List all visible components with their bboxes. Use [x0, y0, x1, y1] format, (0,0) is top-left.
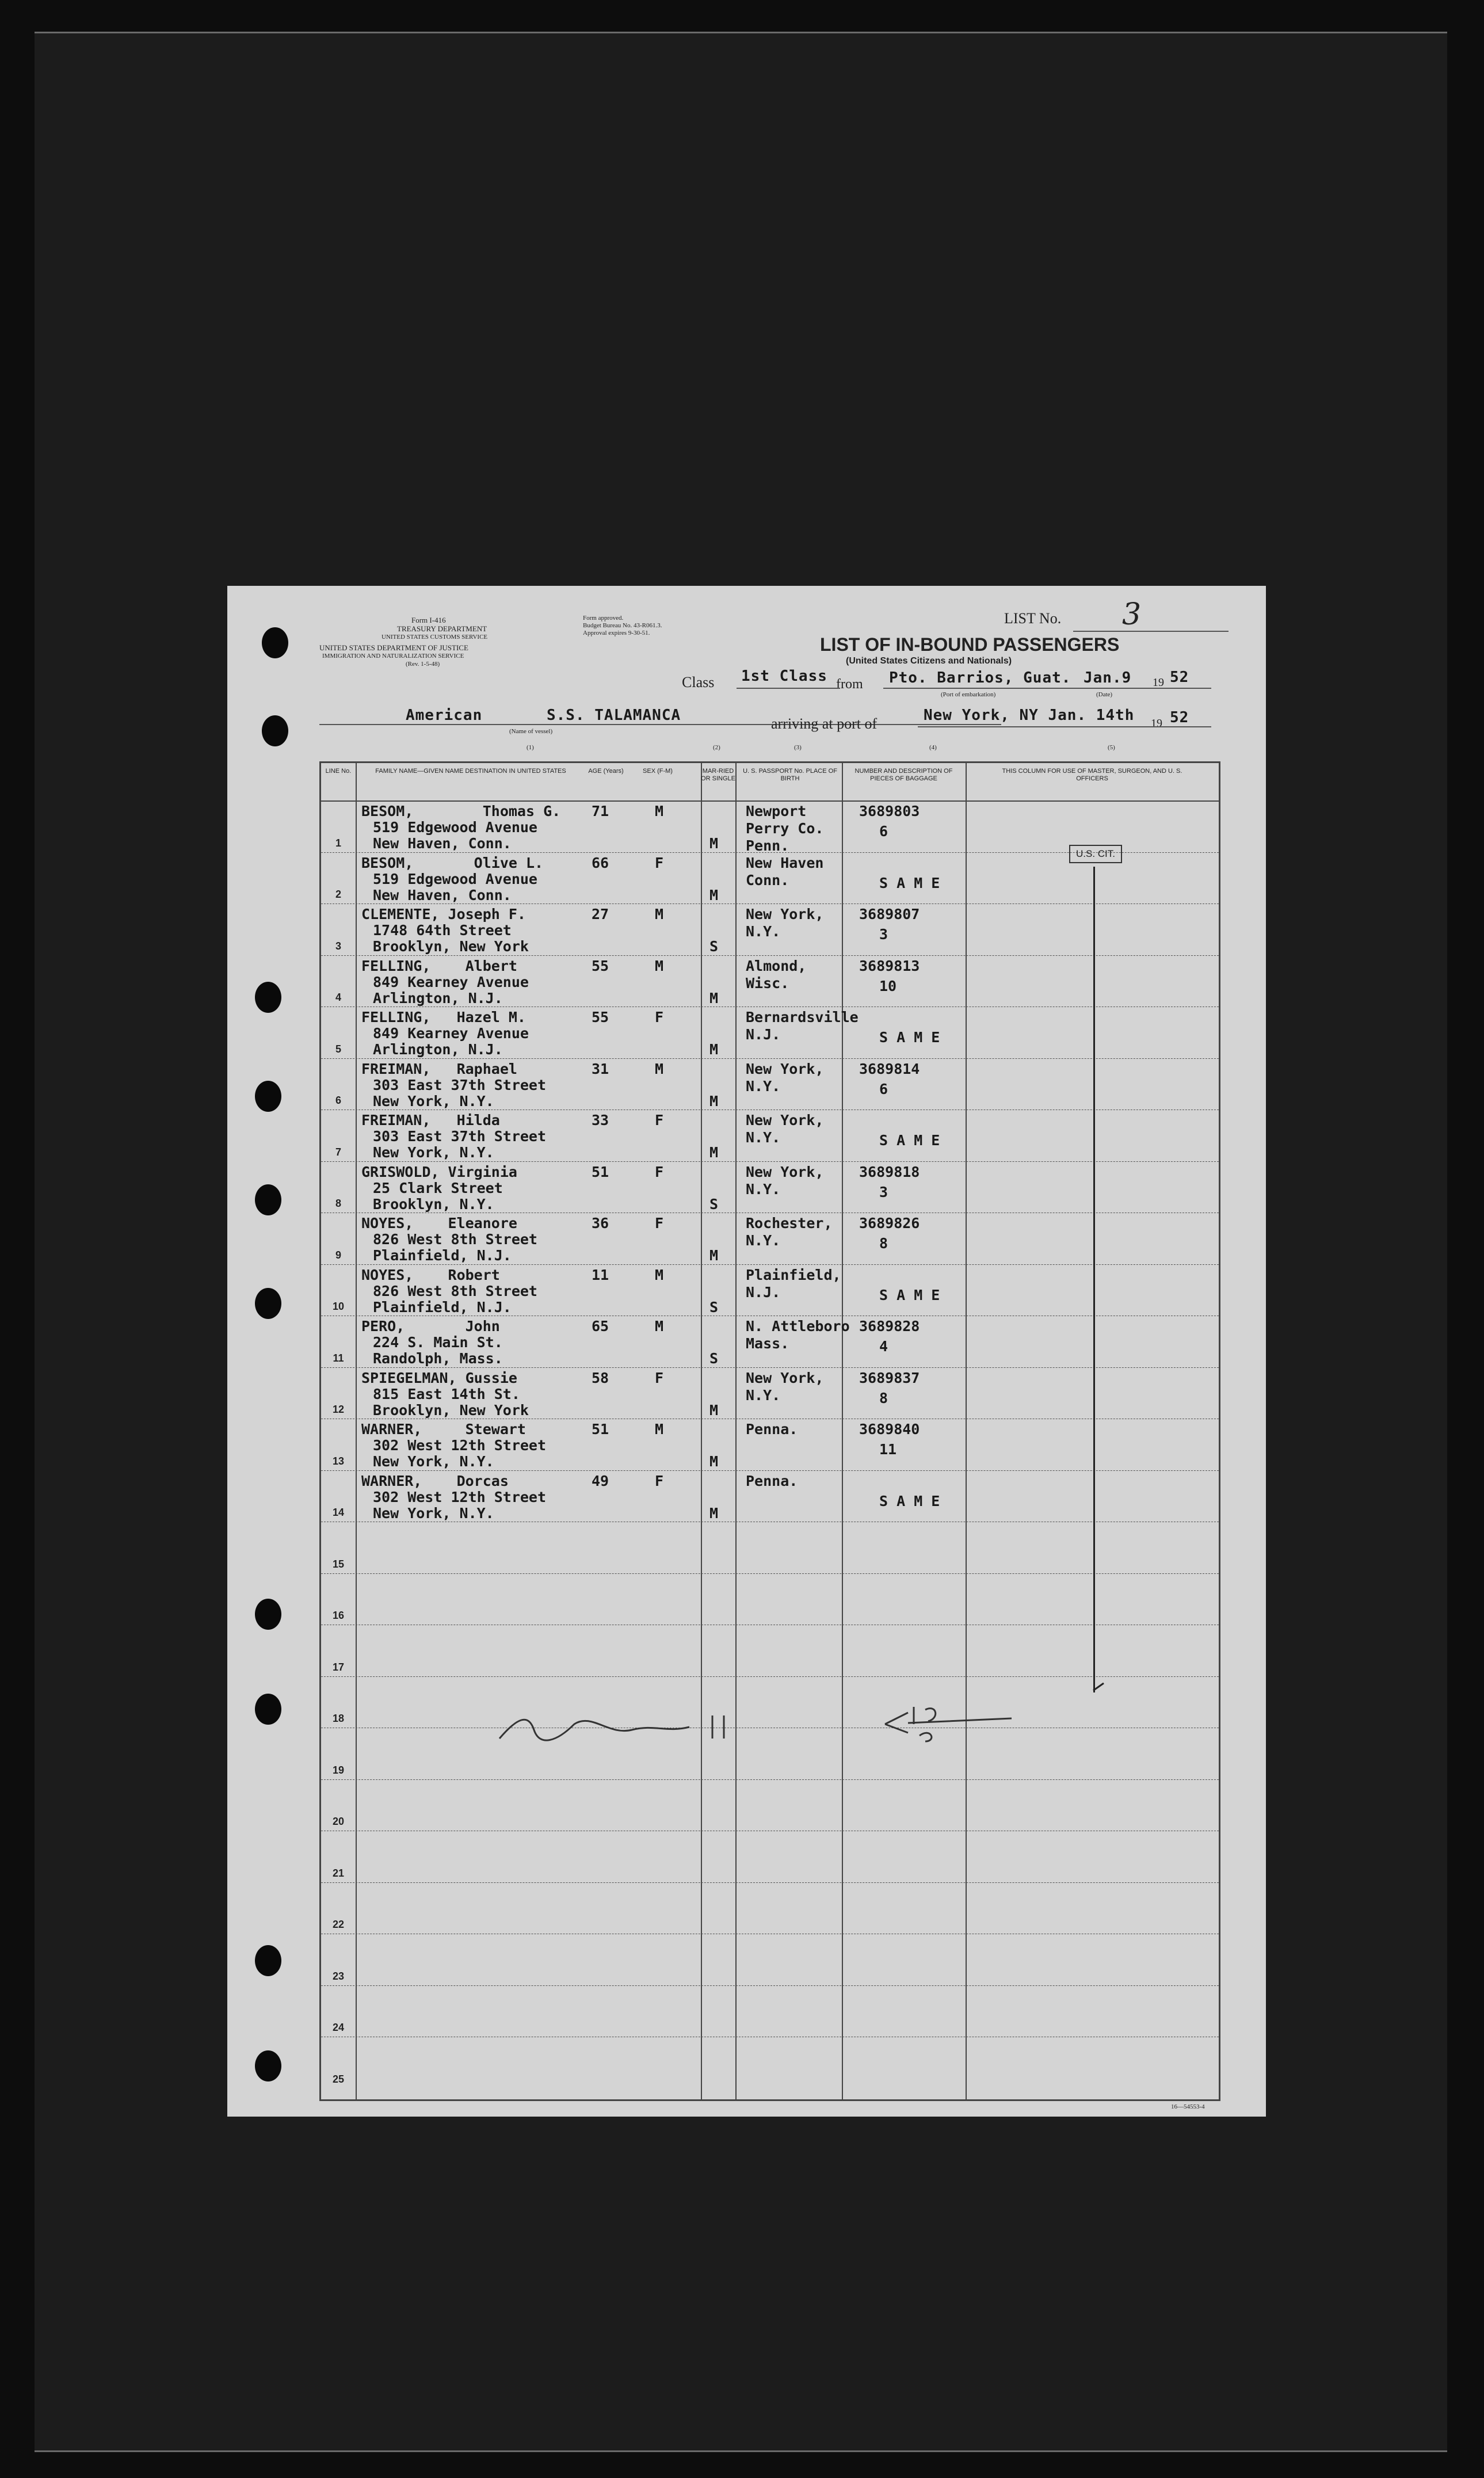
citizen-stamp: U.S. CIT. — [1069, 845, 1122, 863]
row-divider — [321, 1985, 1219, 1987]
passenger-age: 11 — [592, 1266, 609, 1283]
dept-justice: UNITED STATES DEPARTMENT OF JUSTICE — [319, 643, 468, 652]
passenger-city: Arlington, N.J. — [373, 1041, 503, 1058]
passenger-marital-status: M — [709, 1453, 719, 1470]
passenger-age: 65 — [592, 1318, 609, 1335]
year-prefix: 19 — [1153, 676, 1164, 689]
col-number-3: (3) — [794, 744, 802, 751]
line-number: 7 — [335, 1146, 341, 1158]
passenger-birthplace: N. Attleboro Mass. — [746, 1318, 850, 1352]
year-value: 52 — [1170, 669, 1189, 686]
passenger-birthplace: Rochester, N.Y. — [746, 1215, 833, 1249]
arriving-label: arriving at port of — [771, 715, 878, 732]
punch-hole — [262, 627, 288, 658]
passenger-birthplace: New Haven Conn. — [746, 854, 824, 889]
budget-bureau: Budget Bureau No. 43-R061.3. — [583, 622, 662, 629]
line-number: 1 — [335, 837, 341, 849]
passenger-city: Brooklyn, New York — [373, 938, 529, 955]
passenger-street: 849 Kearney Avenue — [373, 973, 529, 990]
passenger-name: GRISWOLD, Virginia — [361, 1163, 517, 1180]
baggage-pieces: S A M E — [879, 1492, 940, 1509]
line-number: 19 — [332, 1764, 345, 1776]
baggage-pieces: 8 — [879, 1235, 888, 1252]
line-number: 23 — [332, 1970, 345, 1982]
passenger-birthplace: New York, N.Y. — [746, 906, 824, 940]
line-number: 24 — [332, 2022, 345, 2033]
passenger-marital-status: M — [709, 835, 719, 852]
passenger-sex: F — [655, 1369, 664, 1386]
baggage-number: 3689807 — [859, 906, 920, 922]
passenger-table — [319, 761, 1220, 2101]
col-passport: U. S. PASSPORT No. PLACE OF BIRTH — [743, 768, 837, 782]
line-number: 2 — [335, 889, 341, 900]
passenger-sex: M — [655, 1318, 664, 1335]
passenger-street: 826 West 8th Street — [373, 1231, 537, 1248]
form-approved: Form approved. — [583, 615, 624, 622]
passenger-city: Plainfield, N.J. — [373, 1247, 512, 1264]
baggage-pieces: 6 — [879, 1080, 888, 1097]
manifest-title: LIST OF IN-BOUND PASSENGERS — [820, 634, 1120, 655]
col-baggage: NUMBER AND DESCRIPTION OF PIECES OF BAGGAGE — [854, 768, 953, 782]
line-number: 22 — [332, 1919, 345, 1930]
line-number: 4 — [335, 992, 341, 1003]
passenger-marital-status: S — [709, 938, 719, 955]
baggage-pieces: 4 — [879, 1338, 888, 1355]
passenger-city: New Haven, Conn. — [373, 835, 512, 852]
passenger-age: 49 — [592, 1472, 609, 1489]
passenger-city: New York, N.Y. — [373, 1453, 494, 1470]
class-value: 1st Class — [741, 668, 827, 685]
passenger-city: New Haven, Conn. — [373, 886, 512, 903]
punch-hole — [255, 2050, 281, 2081]
passenger-name: NOYES, Eleanore — [361, 1215, 517, 1232]
col-divider — [966, 763, 967, 2099]
passenger-street: 826 West 8th Street — [373, 1282, 537, 1299]
passenger-age: 58 — [592, 1369, 609, 1386]
vessel-nationality: American — [406, 707, 483, 724]
row-divider — [321, 1934, 1219, 1935]
passenger-name: FELLING, Hazel M. — [361, 1009, 526, 1025]
col-age: AGE (Years) — [588, 768, 624, 775]
passenger-age: 51 — [592, 1163, 609, 1180]
footnote: 16—54553-4 — [1171, 2103, 1205, 2110]
passenger-birthplace: Almond, Wisc. — [746, 957, 807, 992]
line-number: 14 — [332, 1507, 345, 1518]
list-number: 3 — [1122, 597, 1142, 632]
passenger-city: Brooklyn, N.Y. — [373, 1195, 494, 1213]
passenger-birthplace: Plainfield, N.J. — [746, 1266, 841, 1301]
header-divider — [321, 800, 1219, 802]
passenger-street: 302 West 12th Street — [373, 1488, 547, 1505]
line-number: 12 — [332, 1404, 345, 1415]
passenger-age: 36 — [592, 1215, 609, 1232]
baggage-pieces: S A M E — [879, 1029, 940, 1046]
passenger-birthplace: Penna. — [746, 1472, 798, 1489]
passenger-name: CLEMENTE, Joseph F. — [361, 906, 526, 922]
line-number: 8 — [335, 1198, 341, 1209]
line-number: 15 — [332, 1558, 345, 1570]
passenger-sex: M — [655, 906, 664, 922]
from-underline — [883, 688, 1211, 689]
baggage-pieces: 3 — [879, 1183, 888, 1200]
passenger-name: FELLING, Albert — [361, 957, 517, 974]
line-number: 11 — [333, 1352, 344, 1364]
baggage-pieces: S A M E — [879, 874, 940, 891]
passenger-marital-status: M — [709, 1504, 719, 1522]
form-revision: (Rev. 1-5-48) — [406, 661, 440, 668]
class-label: Class — [682, 674, 715, 691]
col-divider — [735, 763, 737, 2099]
baggage-pieces: 11 — [879, 1441, 897, 1458]
embarkation-caption: (Port of embarkation) — [941, 691, 996, 698]
class-underline — [737, 688, 840, 689]
passenger-city: New York, N.Y. — [373, 1504, 494, 1522]
handwritten-initials — [873, 1701, 1017, 1747]
passenger-name: BESOM, Olive L. — [361, 854, 544, 871]
col-divider — [356, 763, 357, 2099]
row-divider — [321, 1676, 1219, 1678]
passenger-age: 55 — [592, 957, 609, 974]
punch-hole — [255, 1288, 281, 1319]
port-of-embarkation: Pto. Barrios, Guat. — [889, 669, 1071, 687]
passenger-marital-status: M — [709, 1401, 719, 1419]
baggage-number: 3689840 — [859, 1421, 920, 1438]
passenger-birthplace: Penna. — [746, 1421, 798, 1438]
arrival-year-prefix: 19 — [1151, 717, 1162, 730]
passenger-age: 51 — [592, 1421, 609, 1438]
embarkation-date: Jan.9 — [1084, 669, 1132, 687]
passenger-city: New York, N.Y. — [373, 1144, 494, 1161]
passenger-name: WARNER, Stewart — [361, 1421, 526, 1438]
dept-immigration: IMMIGRATION AND NATURALIZATION SERVICE — [322, 653, 464, 659]
passenger-street: 519 Edgewood Avenue — [373, 870, 537, 887]
passenger-street: 303 East 37th Street — [373, 1076, 547, 1093]
officer-bracket-line — [1093, 867, 1095, 1692]
passenger-sex: F — [655, 1009, 664, 1025]
line-number: 16 — [332, 1610, 345, 1621]
form-number: Form I-416 — [411, 616, 446, 624]
passenger-age: 31 — [592, 1060, 609, 1077]
passenger-city: New York, N.Y. — [373, 1092, 494, 1110]
passenger-street: 1748 64th Street — [373, 922, 512, 939]
line-number: 21 — [332, 1867, 345, 1879]
row-divider — [321, 1779, 1219, 1781]
passenger-birthplace: New York, N.Y. — [746, 1369, 824, 1404]
baggage-pieces: 3 — [879, 926, 888, 943]
arrival-port: New York, NY Jan. 14th — [924, 707, 1135, 724]
vessel-caption: (Name of vessel) — [509, 728, 553, 735]
passenger-marital-status: M — [709, 1041, 719, 1058]
line-number: 6 — [335, 1095, 341, 1106]
col-number-2: (2) — [713, 744, 720, 751]
passenger-street: 302 West 12th Street — [373, 1437, 547, 1454]
col-number-1: (1) — [527, 744, 534, 751]
passenger-name: SPIEGELMAN, Gussie — [361, 1369, 517, 1386]
passenger-street: 815 East 14th St. — [373, 1385, 520, 1402]
punch-hole — [255, 1599, 281, 1630]
passenger-marital-status: S — [709, 1298, 719, 1316]
approval-expires: Approval expires 9-30-51. — [583, 630, 650, 636]
row-divider — [321, 1831, 1219, 1832]
baggage-pieces: S A M E — [879, 1286, 940, 1303]
passenger-street: 224 S. Main St. — [373, 1334, 503, 1351]
vessel-name: S.S. TALAMANCA — [547, 707, 681, 724]
passenger-birthplace: Newport Perry Co. Penn. — [746, 803, 824, 854]
passenger-name: WARNER, Dorcas — [361, 1472, 509, 1489]
baggage-number: 3689828 — [859, 1318, 920, 1335]
passenger-street: 303 East 37th Street — [373, 1128, 547, 1145]
passenger-sex: M — [655, 1421, 664, 1438]
passenger-sex: M — [655, 1266, 664, 1283]
passenger-marital-status: M — [709, 1144, 719, 1161]
passenger-city: Brooklyn, New York — [373, 1401, 529, 1419]
punch-hole — [255, 1694, 281, 1725]
col-number-5: (5) — [1108, 744, 1115, 751]
passenger-marital-status: M — [709, 989, 719, 1007]
punch-hole — [255, 982, 281, 1013]
line-number: 5 — [335, 1043, 341, 1055]
line-number: 3 — [335, 940, 341, 952]
passenger-city: Plainfield, N.J. — [373, 1298, 512, 1316]
vessel-underline — [319, 724, 1001, 725]
passenger-street: 25 Clark Street — [373, 1179, 503, 1196]
line-number: 25 — [332, 2073, 345, 2085]
from-label: from — [836, 677, 863, 692]
passenger-age: 27 — [592, 906, 609, 922]
passenger-city: Arlington, N.J. — [373, 989, 503, 1007]
line-number: 13 — [332, 1455, 345, 1467]
col-divider — [701, 763, 702, 2099]
passenger-street: 849 Kearney Avenue — [373, 1025, 529, 1042]
passenger-name: NOYES, Robert — [361, 1266, 500, 1283]
line-number: 18 — [332, 1713, 345, 1724]
list-number-underline — [1073, 631, 1229, 632]
baggage-number: 3689803 — [859, 803, 920, 819]
col-married: MAR-RIED OR SINGLE — [701, 768, 735, 782]
baggage-pieces: 8 — [879, 1389, 888, 1406]
list-number-label: LIST No. — [1004, 610, 1062, 627]
passenger-sex: F — [655, 1215, 664, 1232]
passenger-name: PERO, John — [361, 1318, 500, 1335]
passenger-name: FREIMAN, Hilda — [361, 1112, 500, 1129]
arrival-year: 52 — [1170, 709, 1189, 726]
col-line-no: LINE No. — [325, 768, 352, 775]
baggage-number: 3689813 — [859, 957, 920, 974]
passenger-birthplace: New York, N.Y. — [746, 1163, 824, 1198]
line-number: 10 — [332, 1301, 345, 1312]
row-divider — [321, 1573, 1219, 1575]
passenger-sex: M — [655, 957, 664, 974]
col-name: FAMILY NAME—GIVEN NAME DESTINATION IN UNITED STATES — [375, 768, 566, 775]
passenger-marital-status: M — [709, 1247, 719, 1264]
col-divider — [842, 763, 843, 2099]
baggage-number: 3689826 — [859, 1215, 920, 1232]
punch-hole — [255, 1184, 281, 1215]
passenger-sex: F — [655, 1112, 664, 1129]
line-number: 20 — [332, 1816, 345, 1827]
line-number: 9 — [335, 1249, 341, 1261]
passenger-marital-status: S — [709, 1350, 719, 1367]
row-divider — [321, 2037, 1219, 2038]
row-divider — [321, 1882, 1219, 1884]
baggage-pieces: 6 — [879, 823, 888, 840]
line-number: 17 — [332, 1661, 345, 1673]
punch-hole — [255, 1945, 281, 1976]
manifest-subtitle: (United States Citizens and Nationals) — [846, 656, 1012, 666]
manifest-page — [227, 586, 1266, 2117]
baggage-number: 3689818 — [859, 1163, 920, 1180]
passenger-age: 55 — [592, 1009, 609, 1025]
passenger-age: 66 — [592, 854, 609, 871]
col-number-4: (4) — [929, 744, 937, 751]
passenger-marital-status: M — [709, 886, 719, 903]
passenger-birthplace: Bernardsville N.J. — [746, 1009, 859, 1043]
handwritten-signature — [494, 1707, 781, 1747]
dept-customs: UNITED STATES CUSTOMS SERVICE — [382, 634, 488, 641]
row-divider — [321, 1625, 1219, 1626]
baggage-pieces: 10 — [879, 977, 897, 994]
punch-hole — [255, 1081, 281, 1112]
passenger-age: 33 — [592, 1112, 609, 1129]
passenger-name: FREIMAN, Raphael — [361, 1060, 517, 1077]
passenger-marital-status: M — [709, 1092, 719, 1110]
passenger-city: Randolph, Mass. — [373, 1350, 503, 1367]
date-caption: (Date) — [1096, 691, 1113, 698]
passenger-marital-status: S — [709, 1195, 719, 1213]
col-officers: THIS COLUMN FOR USE OF MASTER, SURGEON, AND U. S. OFFICERS — [1002, 768, 1182, 782]
baggage-pieces: S A M E — [879, 1132, 940, 1149]
passenger-sex: M — [655, 1060, 664, 1077]
passenger-sex: F — [655, 1163, 664, 1180]
passenger-birthplace: New York, N.Y. — [746, 1060, 824, 1095]
passenger-sex: F — [655, 854, 664, 871]
passenger-street: 519 Edgewood Avenue — [373, 819, 537, 836]
passenger-name: BESOM, Thomas G. — [361, 803, 561, 819]
passenger-age: 71 — [592, 803, 609, 819]
arrival-underline — [918, 726, 1211, 727]
dept-treasury: TREASURY DEPARTMENT — [397, 624, 487, 633]
baggage-number: 3689837 — [859, 1369, 920, 1386]
passenger-sex: F — [655, 1472, 664, 1489]
passenger-sex: M — [655, 803, 664, 819]
baggage-number: 3689814 — [859, 1060, 920, 1077]
passenger-birthplace: New York, N.Y. — [746, 1112, 824, 1146]
punch-hole — [262, 715, 288, 746]
col-sex: SEX (F-M) — [643, 768, 673, 775]
